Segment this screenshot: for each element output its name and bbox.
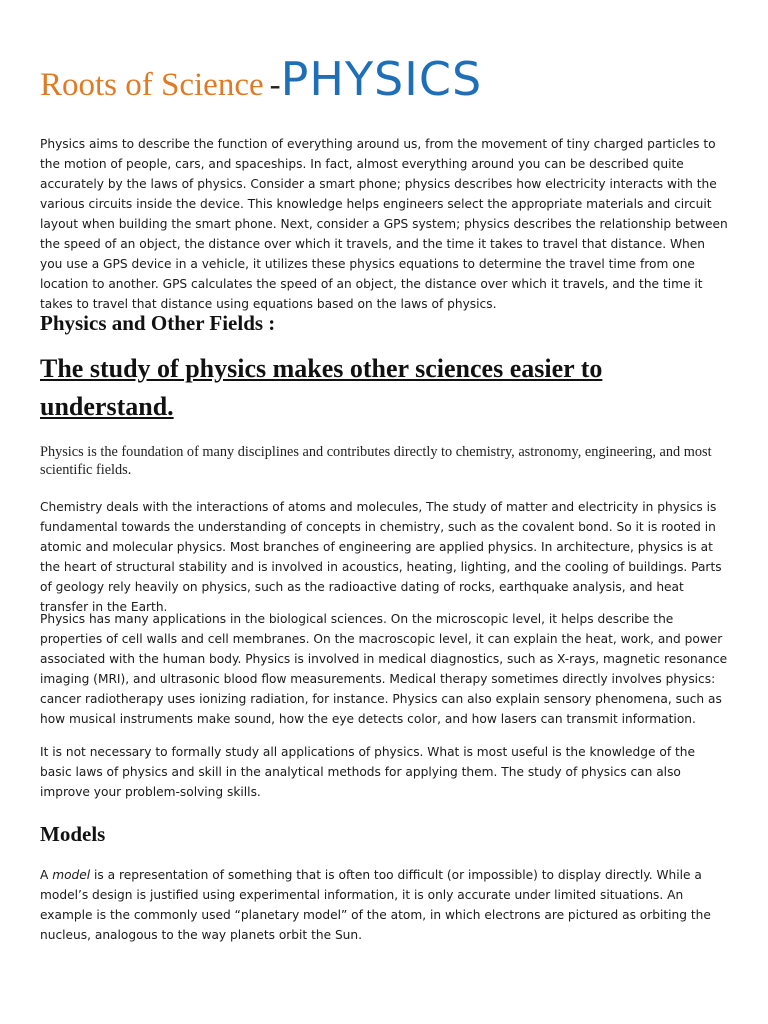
biology-paragraph: Physics has many applications in the biological sciences. On the microscopic level, it helps describe the properties of cell walls and cell membranes. On the macroscopic level, it can explain the heat, work, and power associated with the human body. Physics is involved in medical diagnostics, such as X-rays, magnetic resonance imaging (MRI), and ultrasonic blood flow measurements. Medical therapy sometimes directly involves physics: cancer radiotherapy uses ionizing radiation, for instance. Physics can also explain sensory phenomena, such as how musical instruments make sound, how the eye detects color, and how lasers can transmit information. — [40, 612, 728, 726]
intro-paragraph: Physics aims to describe the function of everything around us, from the movement of tiny charged particles to the motion of people, cars, and spaceships. In fact, almost everything around you can be described quite accurately by the laws of physics. Consider a smart phone; physics describes how electricity interacts with the various circuits inside the device. This knowledge helps engineers select the appropriate materials and circuit layout when building the smart phone. Next, consider a GPS system; physics describes the relationship between the speed of an object, the distance over which it travels, and the time it takes to travel that distance. When you use a GPS device in a vehicle, it utilizes these physics equations to determine the travel time from one location to another. GPS calculates the speed of an object, the distance over which it travels, and the time it takes to travel that distance using equations based on the laws of physics. — [40, 137, 728, 311]
title-dash: - — [269, 67, 281, 103]
model-definition: is a representation of something that is often too difficult (or impossible) to display directly. While a model’s design is justified using experimental information, it is only accurate under limited situations. An example is the commonly used “planetary model” of the atom, in which electrons are pictured as orbiting the nucleus, analogous to the way planets orbit the Sun. — [40, 868, 711, 942]
heading-models: Models — [40, 822, 106, 846]
title-physics: PHYSICS — [280, 52, 483, 106]
chemistry-paragraph: Chemistry deals with the interactions of atoms and molecules, The study of matter and electricity in physics is fundamental towards the understanding of concepts in chemistry, such as the covalent bond. So it is rooted in atomic and molecular physics. Most branches of engineering are applied physics. In architecture, physics is at the heart of structural stability and is involved in acoustics, heating, lighting, and the cooling of buildings. Parts of geology rely heavily on physics, such as the radioactive dating of rocks, earthquake analysis, and heat transfer in the Earth. — [40, 500, 722, 614]
page-title — [40, 52, 482, 106]
models-paragraph — [40, 865, 730, 945]
model-term: model — [52, 868, 91, 882]
heading-physics-and-other-fields: Physics and Other Fields : — [40, 311, 276, 335]
necessity-paragraph: It is not necessary to formally study all applications of physics. What is most useful is the knowledge of the basic laws of physics and skill in the analytical methods for applying them. The study of physics can also improve your problem-solving skills. — [40, 745, 696, 799]
foundation-paragraph: Physics is the foundation of many disciplines and contributes directly to chemistry, astronomy, engineering, and most scientific fields. — [40, 444, 712, 478]
heading-study-of-physics: The study of physics makes other sciences easier to understand. — [40, 354, 603, 421]
title-roots-of-science: Roots of Science — [40, 67, 264, 103]
model-prefix: A — [40, 868, 53, 882]
